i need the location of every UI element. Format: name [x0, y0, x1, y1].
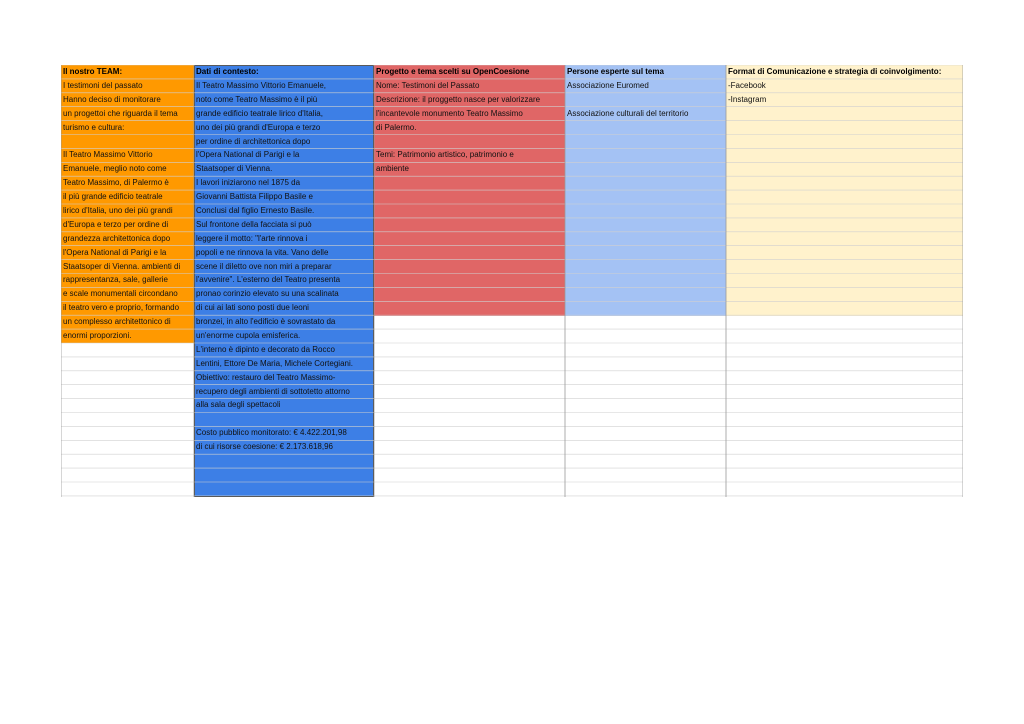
- cell-text: Emanuele, meglio noto come: [63, 164, 167, 174]
- cell-text: enormi proporzioni.: [63, 331, 132, 341]
- cell-text: di cui risorse coesione: € 2.173.618,96: [196, 442, 333, 452]
- cell-text: di cui ai lati sono posti due leoni: [196, 303, 309, 313]
- cell-text: il più grande edificio teatrale: [63, 192, 163, 202]
- cell-text: Associazione Euromed: [567, 81, 649, 90]
- cell-text: Teatro Massimo, di Palermo è: [63, 178, 169, 188]
- cell-text: Associazione culturali del territorio: [567, 108, 689, 118]
- cell-text: un progettoi che riguarda il tema: [63, 108, 178, 118]
- cell-text: d'Europa e terzo per ordine di: [63, 219, 169, 229]
- cell-text: un'enorme cupola emisferica.: [196, 331, 301, 341]
- cell-text: bronzei, in alto l'edificio è sovrastato da: [196, 317, 336, 327]
- cell-text: scene il diletto ove non miri a preparar: [196, 261, 332, 271]
- cell-text: Hanno deciso di monitorare: [63, 94, 161, 104]
- cell-text: alla sala degli spettacoli: [196, 400, 281, 410]
- cell-text: Staatsoper di Vienna. ambienti di: [63, 261, 181, 271]
- cell-text: Obiettivo: restauro del Teatro Massimo-: [196, 372, 336, 382]
- cell-text: di Palermo.: [376, 122, 417, 132]
- column-project-header: Progetto e tema scelti su OpenCoesione: [376, 67, 530, 76]
- column-format-header: Format di Comunicazione e strategia di coinvolgimento:: [728, 67, 942, 76]
- column-context-header: Dati di contesto:: [196, 67, 259, 76]
- cell-text: l'Opera National di Parigi e la: [196, 150, 300, 160]
- cell-text: noto come Teatro Massimo è il più: [196, 94, 318, 104]
- cell-text: popoli e ne rinnova la vita. Vano delle: [196, 247, 329, 257]
- cell-text: -Instagram: [728, 94, 767, 104]
- cell-text: Staatsoper di Vienna.: [196, 164, 273, 174]
- cell-text: I testimoni del passato: [63, 81, 143, 90]
- cell-text: Il Teatro Massimo Vittorio: [63, 150, 153, 160]
- cell-text: Descrizione: il proggetto nasce per valorizzare: [376, 94, 541, 104]
- cell-text: Il Teatro Massimo Vittorio Emanuele,: [196, 81, 326, 90]
- cell-text: Costo pubblico monitorato: € 4.422.201,98: [196, 428, 347, 438]
- column-experts-header: Persone esperte sul tema: [567, 67, 664, 76]
- cell-text: grandezza architettonica dopo: [63, 233, 171, 243]
- cell-text: uno dei più grandi d'Europa e terzo: [196, 122, 321, 132]
- cell-text: l'incantevole monumento Teatro Massimo: [376, 108, 523, 118]
- cell-text: pronao corinzio elevato su una scalinata: [196, 289, 339, 299]
- cell-text: l'avvenire". L'esterno del Teatro presenta: [196, 275, 341, 285]
- cell-text: -Facebook: [728, 81, 766, 90]
- cell-text: Giovanni Battista Filippo Basile e: [196, 192, 313, 202]
- cell-text: un complesso architettonico di: [63, 317, 171, 327]
- cell-text: I lavori iniziarono nel 1875 da: [196, 178, 301, 188]
- cell-text: per ordine di architettonica dopo: [196, 136, 311, 146]
- cell-text: Sul frontone della facciata si può: [196, 219, 312, 229]
- cell-text: ambiente: [376, 164, 409, 174]
- cell-text: e scale monumentali circondano: [63, 289, 178, 299]
- cell-text: leggere il motto: "l'arte rinnova i: [196, 233, 308, 243]
- column-team-header: Il nostro TEAM:: [63, 67, 123, 76]
- cell-text: L'interno è dipinto e decorato da Rocco: [196, 344, 335, 354]
- spreadsheet: [61, 65, 963, 497]
- cell-text: lirico d'Italia, uno dei più grandi: [63, 206, 173, 216]
- cell-text: Lentini, Ettore De Maria, Michele Cortegiani.: [196, 358, 353, 368]
- cell-text: grande edificio teatrale lirico d'Italia,: [196, 108, 323, 118]
- cell-text: Conclusi dal figlio Ernesto Basile.: [196, 206, 315, 216]
- cell-text: recupero degli ambienti di sottotetto attorno: [196, 386, 350, 396]
- cell-text: turismo e cultura:: [63, 122, 125, 132]
- cell-text: rappresentanza, sale, gallerie: [63, 275, 168, 285]
- cell-gridlines: [61, 65, 963, 497]
- cell-text: Temi: Patrimonio artistico, patrimonio e: [376, 150, 514, 160]
- cell-text: il teatro vero e proprio, formando: [63, 303, 180, 313]
- cell-text: l'Opera National di Parigi e la: [63, 247, 167, 257]
- cell-text: Nome: Testimoni del Passato: [376, 81, 480, 90]
